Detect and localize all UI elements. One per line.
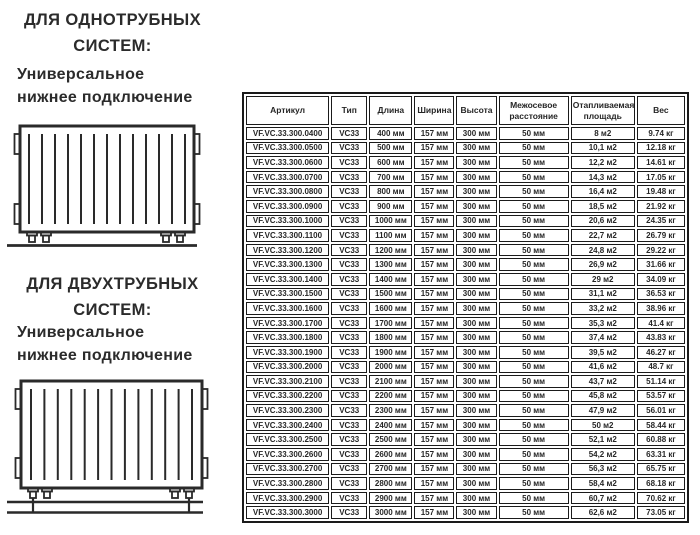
table-cell: 14,3 м2 [571, 171, 635, 184]
table-cell: VC33 [331, 142, 367, 155]
column-header: Высота [456, 96, 496, 125]
table-cell: 65.75 кг [637, 463, 685, 476]
table-cell: 50 мм [499, 404, 569, 417]
table-cell: VC33 [331, 244, 367, 257]
table-row [246, 477, 685, 490]
table-cell: VC33 [331, 273, 367, 286]
table-cell: 157 мм [414, 171, 454, 184]
left-panel [0, 0, 240, 535]
table-cell: 58.44 кг [637, 419, 685, 432]
table-cell: 41,6 м2 [571, 361, 635, 374]
table-cell: 157 мм [414, 506, 454, 519]
one-pipe-section-subtitle [17, 64, 232, 109]
table-cell: 1400 мм [369, 273, 412, 286]
table-cell: 1300 мм [369, 258, 412, 271]
table-cell: 50 мм [499, 506, 569, 519]
table-cell: 300 мм [456, 142, 496, 155]
table-cell: VF.VC.33.300.0400 [246, 127, 329, 140]
table-header-row [246, 96, 685, 125]
table-cell: VC33 [331, 492, 367, 505]
table-cell: 300 мм [456, 200, 496, 213]
two-pipe-subtitle-line2: нижнее подключение [17, 346, 193, 364]
table-cell: 300 мм [456, 258, 496, 271]
table-cell: 50 мм [499, 215, 569, 228]
table-cell: 300 мм [456, 419, 496, 432]
table-cell: 300 мм [456, 273, 496, 286]
table-cell: VF.VC.33.300.0800 [246, 185, 329, 198]
table-cell: 157 мм [414, 215, 454, 228]
table-cell: 300 мм [456, 375, 496, 388]
table-cell: 2600 мм [369, 448, 412, 461]
table-cell: 50 мм [499, 302, 569, 315]
table-cell: 50 мм [499, 288, 569, 301]
table-cell: 157 мм [414, 375, 454, 388]
table-cell: VC33 [331, 477, 367, 490]
table-cell: 31,1 м2 [571, 288, 635, 301]
table-cell: 31.66 кг [637, 258, 685, 271]
column-header: Отапливаемая площадь [571, 96, 635, 125]
radiator-two-pipe-diagram-icon [5, 376, 215, 524]
table-cell: 46.27 кг [637, 346, 685, 359]
table-row [246, 492, 685, 505]
table-cell: VF.VC.33.300.2100 [246, 375, 329, 388]
table-cell: VF.VC.33.300.2000 [246, 361, 329, 374]
table-cell: 300 мм [456, 127, 496, 140]
table-row [246, 506, 685, 519]
table-cell: 26,9 м2 [571, 258, 635, 271]
table-cell: 300 мм [456, 361, 496, 374]
table-cell: 300 мм [456, 171, 496, 184]
table-cell: 48.7 кг [637, 361, 685, 374]
table-cell: VC33 [331, 229, 367, 242]
table-row [246, 448, 685, 461]
table-cell: VC33 [331, 185, 367, 198]
table-cell: 157 мм [414, 142, 454, 155]
table-row [246, 258, 685, 271]
table-cell: 2000 мм [369, 361, 412, 374]
one-pipe-subtitle-line1: Универсальное [17, 66, 145, 83]
table-cell: 50 мм [499, 200, 569, 213]
table-cell: 50 мм [499, 171, 569, 184]
table-cell: 60,7 м2 [571, 492, 635, 505]
radiator-single-pipe-diagram-icon [5, 118, 205, 250]
table-row [246, 404, 685, 417]
table-cell: VC33 [331, 200, 367, 213]
table-cell: VC33 [331, 448, 367, 461]
table-cell: 300 мм [456, 317, 496, 330]
table-cell: 1600 мм [369, 302, 412, 315]
table-cell: 17.05 кг [637, 171, 685, 184]
table-cell: 2200 мм [369, 390, 412, 403]
table-cell: 157 мм [414, 390, 454, 403]
table-cell: VF.VC.33.300.2800 [246, 477, 329, 490]
table-cell: 1100 мм [369, 229, 412, 242]
table-cell: 157 мм [414, 244, 454, 257]
table-cell: 500 мм [369, 142, 412, 155]
table-row [246, 390, 685, 403]
table-cell: 56.01 кг [637, 404, 685, 417]
table-cell: 300 мм [456, 244, 496, 257]
table-cell: VF.VC.33.300.0900 [246, 200, 329, 213]
table-cell: 1200 мм [369, 244, 412, 257]
table-cell: 14.61 кг [637, 156, 685, 169]
table-cell: 8 м2 [571, 127, 635, 140]
table-cell: 63.31 кг [637, 448, 685, 461]
table-cell: VF.VC.33.300.1500 [246, 288, 329, 301]
table-row [246, 273, 685, 286]
table-cell: 19.48 кг [637, 185, 685, 198]
table-row [246, 215, 685, 228]
table-cell: 2700 мм [369, 463, 412, 476]
table-cell: 50 мм [499, 317, 569, 330]
table-cell: VC33 [331, 506, 367, 519]
table-cell: VF.VC.33.300.1600 [246, 302, 329, 315]
column-header: Ширина [414, 96, 454, 125]
one-pipe-title-line1: ДЛЯ ОДНОТРУБНЫХ [24, 11, 201, 29]
table-cell: 50 мм [499, 346, 569, 359]
table-cell: VC33 [331, 390, 367, 403]
table-cell: VF.VC.33.300.3000 [246, 506, 329, 519]
column-header: Вес [637, 96, 685, 125]
table-cell: VF.VC.33.300.1100 [246, 229, 329, 242]
table-cell: 300 мм [456, 288, 496, 301]
table-cell: 53.57 кг [637, 390, 685, 403]
table-cell: VF.VC.33.300.2700 [246, 463, 329, 476]
table-cell: 2300 мм [369, 404, 412, 417]
table-cell: 68.18 кг [637, 477, 685, 490]
table-cell: 157 мм [414, 288, 454, 301]
table-row [246, 229, 685, 242]
table-cell: 2500 мм [369, 433, 412, 446]
table-cell: 157 мм [414, 361, 454, 374]
table-cell: 43,7 м2 [571, 375, 635, 388]
table-cell: 800 мм [369, 185, 412, 198]
table-cell: 1800 мм [369, 331, 412, 344]
table-cell: 157 мм [414, 346, 454, 359]
table-cell: 157 мм [414, 258, 454, 271]
table-row [246, 142, 685, 155]
table-cell: VC33 [331, 346, 367, 359]
table-cell: 16,4 м2 [571, 185, 635, 198]
table-cell: 157 мм [414, 200, 454, 213]
column-header: Тип [331, 96, 367, 125]
table-cell: VF.VC.33.300.2400 [246, 419, 329, 432]
table-cell: 60.88 кг [637, 433, 685, 446]
table-cell: 300 мм [456, 506, 496, 519]
table-cell: 73.05 кг [637, 506, 685, 519]
table-cell: 50 мм [499, 419, 569, 432]
table-cell: 1000 мм [369, 215, 412, 228]
table-cell: 300 мм [456, 492, 496, 505]
table-cell: VF.VC.33.300.1800 [246, 331, 329, 344]
table-cell: VC33 [331, 463, 367, 476]
table-cell: 50 мм [499, 375, 569, 388]
table-row [246, 419, 685, 432]
table-row [246, 171, 685, 184]
table-row [246, 331, 685, 344]
table-cell: VC33 [331, 317, 367, 330]
table-cell: 600 мм [369, 156, 412, 169]
table-cell: 50 м2 [571, 419, 635, 432]
table-cell: 300 мм [456, 404, 496, 417]
table-cell: 1500 мм [369, 288, 412, 301]
table-cell: 54,2 м2 [571, 448, 635, 461]
table-cell: 29 м2 [571, 273, 635, 286]
table-cell: 300 мм [456, 302, 496, 315]
table-cell: 50 мм [499, 244, 569, 257]
table-cell: 29.22 кг [637, 244, 685, 257]
table-cell: 41.4 кг [637, 317, 685, 330]
table-cell: VC33 [331, 288, 367, 301]
table-cell: 50 мм [499, 361, 569, 374]
table-row [246, 302, 685, 315]
table-cell: 300 мм [456, 229, 496, 242]
table-cell: 35,3 м2 [571, 317, 635, 330]
table-cell: 50 мм [499, 492, 569, 505]
table-row [246, 200, 685, 213]
table-cell: 50 мм [499, 448, 569, 461]
table-cell: VF.VC.33.300.1700 [246, 317, 329, 330]
table-cell: VF.VC.33.300.2600 [246, 448, 329, 461]
table-cell: 47,9 м2 [571, 404, 635, 417]
table-cell: VF.VC.33.300.0700 [246, 171, 329, 184]
table-cell: 157 мм [414, 229, 454, 242]
table-cell: 2800 мм [369, 477, 412, 490]
table-cell: VF.VC.33.300.1200 [246, 244, 329, 257]
table-cell: VF.VC.33.300.2500 [246, 433, 329, 446]
table-cell: 400 мм [369, 127, 412, 140]
table-cell: VC33 [331, 156, 367, 169]
spec-table-container [242, 92, 692, 523]
table-cell: 45,8 м2 [571, 390, 635, 403]
table-cell: 50 мм [499, 127, 569, 140]
table-cell: 157 мм [414, 404, 454, 417]
table-cell: 62,6 м2 [571, 506, 635, 519]
table-cell: 157 мм [414, 185, 454, 198]
table-row [246, 127, 685, 140]
table-cell: 52,1 м2 [571, 433, 635, 446]
table-cell: 157 мм [414, 477, 454, 490]
table-row [246, 433, 685, 446]
spec-table [242, 92, 689, 523]
table-cell: VC33 [331, 127, 367, 140]
table-cell: VC33 [331, 375, 367, 388]
table-cell: VC33 [331, 361, 367, 374]
table-cell: 38.96 кг [637, 302, 685, 315]
table-cell: 34.09 кг [637, 273, 685, 286]
table-cell: 51.14 кг [637, 375, 685, 388]
table-cell: 2400 мм [369, 419, 412, 432]
table-cell: 50 мм [499, 331, 569, 344]
table-cell: 50 мм [499, 229, 569, 242]
table-cell: 157 мм [414, 492, 454, 505]
table-cell: 300 мм [456, 331, 496, 344]
table-cell: VF.VC.33.300.1000 [246, 215, 329, 228]
table-row [246, 361, 685, 374]
table-cell: VF.VC.33.300.2200 [246, 390, 329, 403]
table-cell: 157 мм [414, 302, 454, 315]
table-cell: VC33 [331, 331, 367, 344]
table-cell: VC33 [331, 302, 367, 315]
table-cell: 300 мм [456, 215, 496, 228]
table-cell: 50 мм [499, 390, 569, 403]
table-cell: 300 мм [456, 185, 496, 198]
column-header: Длина [369, 96, 412, 125]
table-cell: 50 мм [499, 273, 569, 286]
table-cell: 56,3 м2 [571, 463, 635, 476]
two-pipe-section-title [5, 272, 220, 323]
table-cell: 33,2 м2 [571, 302, 635, 315]
table-cell: 12,2 м2 [571, 156, 635, 169]
table-cell: 700 мм [369, 171, 412, 184]
table-cell: 1700 мм [369, 317, 412, 330]
table-row [246, 185, 685, 198]
table-cell: 157 мм [414, 448, 454, 461]
table-cell: 70.62 кг [637, 492, 685, 505]
table-cell: 24.35 кг [637, 215, 685, 228]
table-cell: VF.VC.33.300.1300 [246, 258, 329, 271]
table-cell: 50 мм [499, 156, 569, 169]
column-header: Артикул [246, 96, 329, 125]
table-cell: VF.VC.33.300.2300 [246, 404, 329, 417]
table-cell: VC33 [331, 258, 367, 271]
one-pipe-section-title [5, 8, 220, 59]
table-cell: 12.18 кг [637, 142, 685, 155]
table-cell: 20,6 м2 [571, 215, 635, 228]
table-cell: 300 мм [456, 477, 496, 490]
one-pipe-subtitle-line2: нижнее подключение [17, 88, 193, 106]
table-cell: 9.74 кг [637, 127, 685, 140]
table-cell: 36.53 кг [637, 288, 685, 301]
table-cell: VC33 [331, 171, 367, 184]
table-cell: 50 мм [499, 477, 569, 490]
spec-table-body [246, 127, 685, 519]
table-cell: 50 мм [499, 433, 569, 446]
table-cell: 300 мм [456, 433, 496, 446]
table-cell: 300 мм [456, 346, 496, 359]
table-cell: 900 мм [369, 200, 412, 213]
table-cell: 50 мм [499, 185, 569, 198]
table-cell: 50 мм [499, 142, 569, 155]
table-cell: 21.92 кг [637, 200, 685, 213]
table-cell: VF.VC.33.300.0600 [246, 156, 329, 169]
table-row [246, 317, 685, 330]
two-pipe-title-line2: СИСТЕМ: [73, 300, 152, 319]
two-pipe-title-line1: ДЛЯ ДВУХТРУБНЫХ [26, 275, 199, 293]
table-cell: 157 мм [414, 273, 454, 286]
table-cell: 50 мм [499, 258, 569, 271]
table-cell: 157 мм [414, 156, 454, 169]
table-row [246, 288, 685, 301]
table-cell: 3000 мм [369, 506, 412, 519]
table-row [246, 244, 685, 257]
two-pipe-subtitle-line1: Универсальное [17, 324, 145, 341]
table-cell: 24,8 м2 [571, 244, 635, 257]
column-header: Межосевое расстояние [499, 96, 569, 125]
table-row [246, 463, 685, 476]
table-cell: 157 мм [414, 331, 454, 344]
table-cell: VF.VC.33.300.1400 [246, 273, 329, 286]
table-cell: VC33 [331, 419, 367, 432]
table-cell: VC33 [331, 433, 367, 446]
table-cell: 26.79 кг [637, 229, 685, 242]
table-cell: 300 мм [456, 463, 496, 476]
table-cell: 18,5 м2 [571, 200, 635, 213]
table-cell: 1900 мм [369, 346, 412, 359]
table-cell: 157 мм [414, 463, 454, 476]
table-cell: 157 мм [414, 127, 454, 140]
table-cell: 300 мм [456, 390, 496, 403]
table-cell: VC33 [331, 404, 367, 417]
table-cell: 300 мм [456, 156, 496, 169]
table-row [246, 375, 685, 388]
table-cell: 157 мм [414, 433, 454, 446]
table-cell: 43.83 кг [637, 331, 685, 344]
table-cell: 22,7 м2 [571, 229, 635, 242]
one-pipe-title-line2: СИСТЕМ: [73, 36, 152, 55]
table-cell: 58,4 м2 [571, 477, 635, 490]
table-row [246, 156, 685, 169]
table-cell: VF.VC.33.300.0500 [246, 142, 329, 155]
table-cell: 300 мм [456, 448, 496, 461]
two-pipe-section-subtitle [17, 322, 232, 367]
table-cell: 37,4 м2 [571, 331, 635, 344]
table-cell: 10,1 м2 [571, 142, 635, 155]
table-cell: 50 мм [499, 463, 569, 476]
table-cell: 39,5 м2 [571, 346, 635, 359]
table-cell: VF.VC.33.300.1900 [246, 346, 329, 359]
table-row [246, 346, 685, 359]
table-cell: 2900 мм [369, 492, 412, 505]
table-cell: VF.VC.33.300.2900 [246, 492, 329, 505]
table-cell: 2100 мм [369, 375, 412, 388]
table-cell: 157 мм [414, 317, 454, 330]
table-cell: VC33 [331, 215, 367, 228]
table-cell: 157 мм [414, 419, 454, 432]
